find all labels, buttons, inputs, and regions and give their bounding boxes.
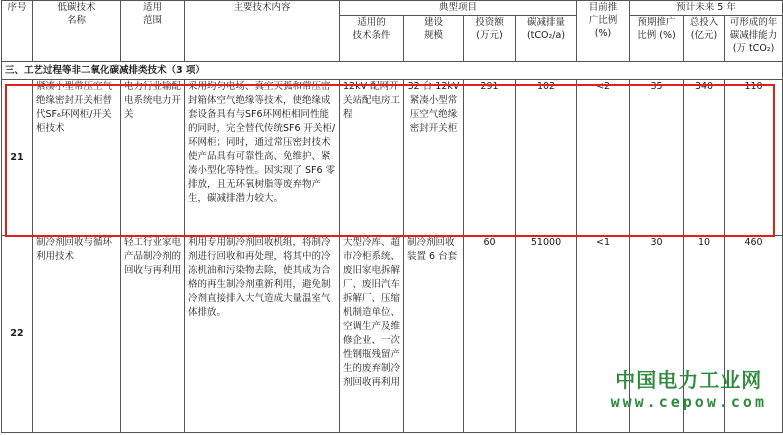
conditions-cell: 大型冷库、超市冷柜系统、废旧家电拆解厂、废旧汽车拆解厂、压缩机制造单位、空调生产及维修企业、一次性钢瓶残留产生的废弃制冷剂回收再利用 <box>340 236 404 433</box>
col-investment-header: 投资额 (万元) <box>464 16 516 62</box>
section-row <box>2 62 783 80</box>
scale-cell: 32 台 12kV 紧凑小型常压空气绝缘密封开关柜 <box>404 80 464 236</box>
capacity-cell: 460 <box>725 236 783 433</box>
watermark-site-name: 中国电力工业网 <box>615 368 763 392</box>
current-ratio-cell: <1 <box>577 236 630 433</box>
investment-cell: 60 <box>464 236 516 433</box>
col-scope-header: 适用 范围 <box>121 1 185 62</box>
capacity-cell: 110 <box>725 80 783 236</box>
watermark <box>611 368 767 412</box>
content-cell: 利用专用制冷剂回收机组，将制冷剂进行回收和再处理，将其中的冷冻机油和污染物去除，使其成为合格的再生制冷剂重新利用，避免制冷剂直接排入大气造成大量温室气体排放。 <box>185 236 340 433</box>
reduction-cell: 102 <box>516 80 577 236</box>
total-investment-cell: 10 <box>684 236 725 433</box>
scope-cell: 电力行业输配电系统电力开关 <box>121 80 185 236</box>
scale-cell: 制冷剂回收装置 6 台套 <box>404 236 464 433</box>
col-total-investment-header: 总投入 (亿元) <box>684 16 725 62</box>
conditions-cell: 12kV 配网开关站配电房工程 <box>340 80 404 236</box>
watermark-url: www.cepow.com <box>610 393 767 411</box>
col-index-header: 序号 <box>2 1 33 62</box>
section-title: 三、工艺过程等非二氧化碳减排类技术（3 项） <box>2 62 783 80</box>
expected-ratio-cell: 30 <box>630 236 684 433</box>
tech-name-cell: 紧凑小型常压空气绝缘密封开关柜替代SF₆环网柜/开关柜技术 <box>33 80 121 236</box>
col-expected-ratio-header: 预期推广 比例 (%) <box>630 16 684 62</box>
total-investment-cell: 340 <box>684 80 725 236</box>
col-scale-header: 建设 规模 <box>404 16 464 62</box>
scope-cell: 轻工行业家电产品制冷剂的回收与再利用 <box>121 236 185 433</box>
forecast-header: 预计未来 5 年 <box>630 1 783 16</box>
col-tech-name-header: 低碳技术 名称 <box>33 1 121 62</box>
row-index: 22 <box>2 236 33 433</box>
col-capacity-header: 可形成的年 碳减排能力 (万 tCO₂) <box>725 16 783 62</box>
col-content-header: 主要技术内容 <box>185 1 340 62</box>
table-row <box>2 80 783 236</box>
tech-name-cell: 制冷剂回收与循环利用技术 <box>33 236 121 433</box>
expected-ratio-cell: 35 <box>630 80 684 236</box>
investment-cell: 291 <box>464 80 516 236</box>
reduction-cell: 51000 <box>516 236 577 433</box>
col-conditions-header: 适用的 技术条件 <box>340 16 404 62</box>
header-row-top <box>2 1 783 16</box>
col-current-ratio-header: 目前推 广比例 (%) <box>577 1 630 62</box>
content-cell: 采用均匀电场、真空灭弧和常压密封箱体空气绝缘等技术，使绝缘成套设备具有与SF6环网柜相同性能的同时，完全替代传统SF6 开关柜/环网柜；同时，通过常压密封技术使产品具有可靠性高、免维护、紧凑小型化等特性。因实现了 SF6 零排放，且无环氧树脂等废弃物产生，碳减排潜力较大。 <box>185 80 340 236</box>
row-index: 21 <box>2 80 33 236</box>
current-ratio-cell: <2 <box>577 80 630 236</box>
col-reduction-header: 碳减排量 (tCO₂/a) <box>516 16 577 62</box>
typical-project-header: 典型项目 <box>340 1 577 16</box>
